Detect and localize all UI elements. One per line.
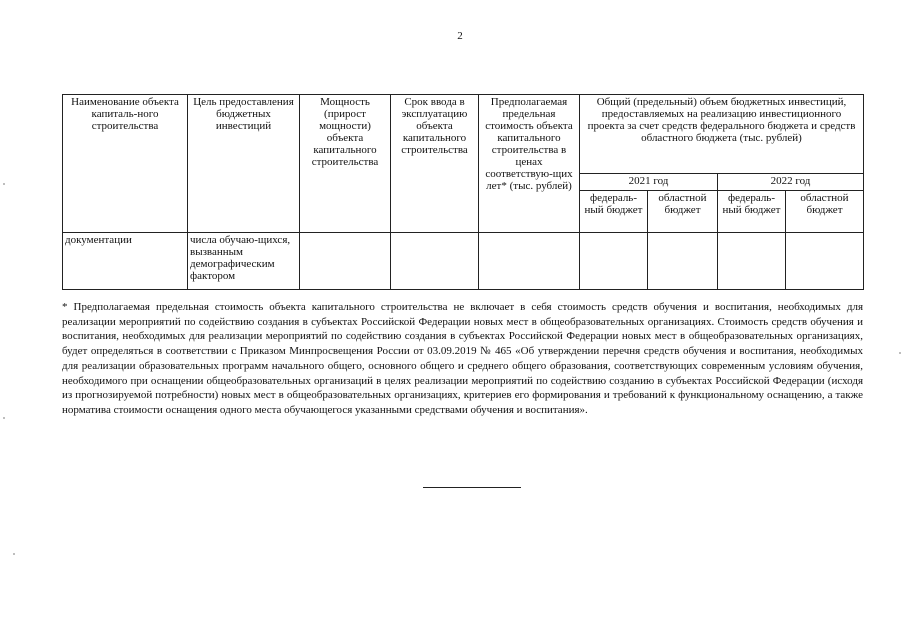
- header-year-2022: 2022 год: [718, 174, 864, 191]
- investment-table: [62, 94, 864, 290]
- header-regional-2021: областной бюджет: [648, 191, 718, 233]
- cell-regional-2021: [648, 233, 718, 290]
- cell-object-name: документации: [63, 233, 188, 290]
- scan-speck: [899, 352, 901, 354]
- header-investment-purpose: Цель предоставления бюджетных инвестиций: [188, 95, 300, 233]
- header-total-budget: Общий (предельный) объем бюджетных инвестиций, предоставляемых на реализацию инвестиционного проекта за счет средств федерального бюджета и средств областного бюджета (тыс. рублей): [580, 95, 864, 174]
- cell-capacity: [300, 233, 391, 290]
- scan-speck: [3, 183, 5, 185]
- table-row: [63, 233, 864, 290]
- page-number: 2: [457, 30, 463, 42]
- scan-speck: [3, 417, 5, 419]
- header-federal-2022: федераль-ный бюджет: [718, 191, 786, 233]
- cell-estimated-cost: [479, 233, 580, 290]
- header-regional-2022: областной бюджет: [786, 191, 864, 233]
- cell-federal-2022: [718, 233, 786, 290]
- header-year-2021: 2021 год: [580, 174, 718, 191]
- scan-speck: [13, 553, 15, 555]
- footnote: * Предполагаемая предельная стоимость объекта капитального строительства не включает в себя стоимость средств обучения и воспитания, необходимых для реализации мероприятий по содействию создания в субъектах Российской Федерации новых мест в общеобразовательных организациях. Стоимость средств обучения и воспитания, необходимых для реализации мероприятий по содействию создания в субъектах Российской Федерации новых мест в общеобразовательных организациях, будет определяться в соответствии с Приказом Минпросвещения России от 03.09.2019 № 465 «Об утверждении перечня средств обучения и воспитания, необходимых для реализации образовательных программ начального общего, основного общего и среднего общего образования, соответствующих современным условиям обучения, необходимого при оснащении общеобразовательных организаций в целях реализации мероприятий по содействию созданию в субъектах Российской Федерации (исходя из прогнозируемой потребности) новых мест в общеобразовательных организациях, критериев его формирования и требований к функциональному оснащению, а также норматива стоимости оснащения одного места обучающегося указанными средствами обучения и воспитания».: [62, 301, 863, 416]
- cell-regional-2022: [786, 233, 864, 290]
- header-federal-2021: федераль-ный бюджет: [580, 191, 648, 233]
- header-commissioning-term: Срок ввода в эксплуатацию объекта капитального строительства: [391, 95, 479, 233]
- header-capacity: Мощность (прирост мощности) объекта капитального строительства: [300, 95, 391, 233]
- cell-commissioning-term: [391, 233, 479, 290]
- cell-federal-2021: [580, 233, 648, 290]
- cell-investment-purpose: числа обучаю-щихся, вызванным демографическим фактором: [188, 233, 300, 290]
- header-object-name: Наименование объекта капиталь-ного строительства: [63, 95, 188, 233]
- header-estimated-cost: Предполагаемая предельная стоимость объекта капитального строительства в ценах соответствую-щих лет* (тыс. рублей): [479, 95, 580, 233]
- separator-line: [423, 487, 521, 488]
